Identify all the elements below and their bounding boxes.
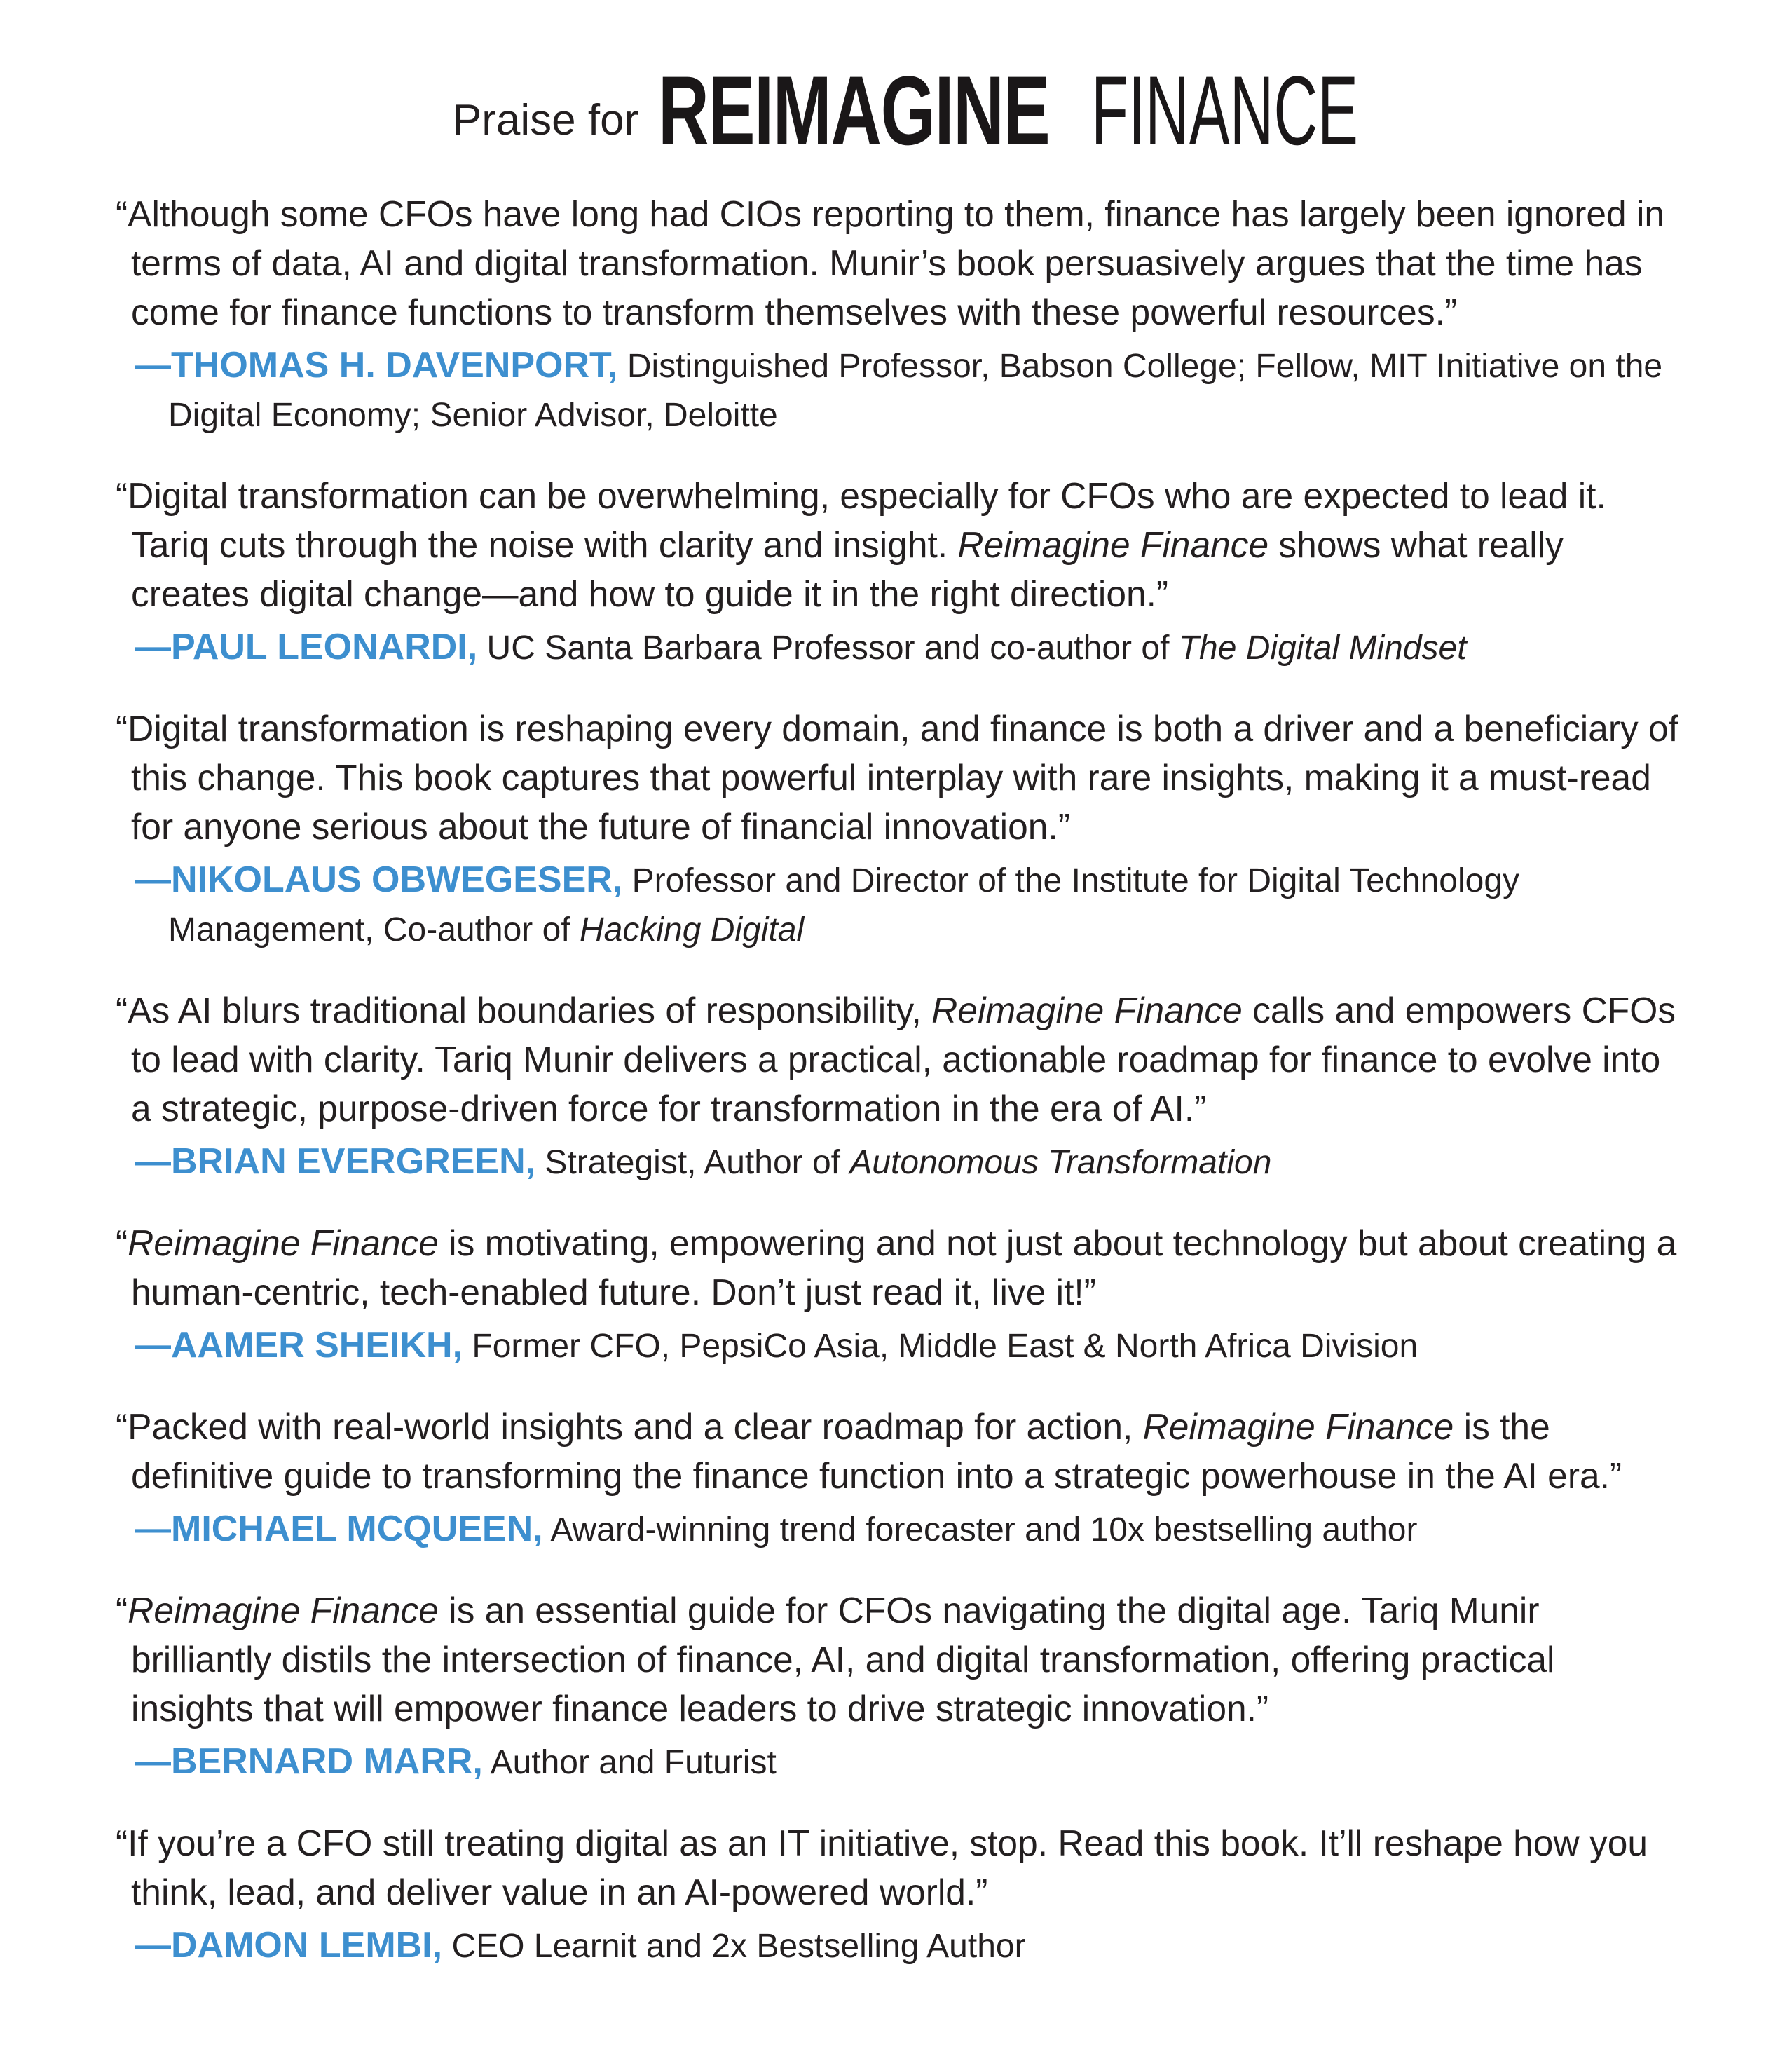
book-title-italic: Reimagine Finance <box>1142 1406 1454 1447</box>
attribution-dash: — <box>135 1925 171 1966</box>
quote-text <box>116 471 1685 618</box>
attribution <box>116 341 1685 440</box>
endorser-book-title: Hacking Digital <box>580 911 805 948</box>
attribution-dash: — <box>135 859 171 900</box>
endorser-name: THOMAS H. DAVENPORT, <box>171 345 618 386</box>
endorser-name: MICHAEL MCQUEEN, <box>171 1509 543 1549</box>
endorser-title: UC Santa Barbara Professor and co-author of <box>486 629 1179 667</box>
page-heading <box>0 55 1792 165</box>
attribution-dash: — <box>135 1509 171 1549</box>
attribution <box>116 1504 1685 1555</box>
endorser-title: Strategist, Author of <box>545 1144 850 1181</box>
endorsement <box>116 1586 1685 1788</box>
endorser-title: Distinguished Professor, Babson College; Fellow, MIT Initiative on the Digital Economy; Senior Advisor, Deloitte <box>168 348 1663 434</box>
endorsement <box>116 1402 1685 1555</box>
quote-text-part: “As AI blurs traditional boundaries of responsibility, <box>116 990 932 1030</box>
attribution <box>116 622 1685 673</box>
attribution <box>116 1921 1685 1971</box>
quote-text <box>116 1586 1685 1733</box>
attribution <box>116 1737 1685 1788</box>
praise-for-label: Praise for <box>452 96 639 144</box>
endorser-title: Award-winning trend forecaster and 10x bestselling author <box>550 1511 1418 1548</box>
endorser-book-title: The Digital Mindset <box>1178 629 1467 667</box>
endorsement <box>116 471 1685 673</box>
attribution-dash: — <box>135 1325 171 1366</box>
endorsement <box>116 704 1685 955</box>
attribution-dash: — <box>135 1141 171 1182</box>
book-title-italic: Reimagine Finance <box>128 1223 439 1263</box>
endorser-title: Professor and Director of the Institute for Digital Technology Management, Co-author of <box>168 862 1520 948</box>
attribution-dash: — <box>135 345 171 386</box>
endorser-title: Former CFO, PepsiCo Asia, Middle East & North Africa Division <box>472 1328 1418 1365</box>
book-title-italic: Reimagine Finance <box>957 524 1269 565</box>
quote-text-part: is motivating, empowering and not just about technology but about creating a human-centric, tech-enabled future. Don’t just read it, live it!” <box>131 1223 1677 1312</box>
endorser-book-title: Autonomous Transformation <box>849 1144 1272 1181</box>
endorser-name: DAMON LEMBI, <box>171 1925 443 1966</box>
book-title-italic: Reimagine Finance <box>128 1590 439 1630</box>
quote-text-part: is the definitive guide to transforming the finance function into a strategic powerhouse in the AI era.” <box>131 1406 1622 1496</box>
endorsement <box>116 1218 1685 1371</box>
endorser-title: Author and Futurist <box>490 1744 777 1781</box>
attribution <box>116 1137 1685 1187</box>
endorsement <box>116 986 1685 1187</box>
quote-text-part: shows what really creates digital change—and how to guide it in the right direction.” <box>131 524 1564 614</box>
quote-text: “Digital transformation is reshaping every domain, and finance is both a driver and a beneficiary of this change. This book captures that powerful interplay with rare insights, making it a must-read for anyone serious about the future of financial innovation.” <box>116 708 1678 847</box>
attribution-dash: — <box>135 1741 171 1782</box>
attribution <box>116 855 1685 955</box>
quote-text <box>116 986 1685 1133</box>
quote-text <box>116 1402 1685 1500</box>
quote-text: “Although some CFOs have long had CIOs reporting to them, finance has largely been ignored in terms of data, AI and digital transformation. Munir’s book persuasively argues that the time has come for finance functions to transform themselves with these powerful resources.” <box>116 193 1665 332</box>
quote-text-part: “Packed with real-world insights and a clear roadmap for action, <box>116 1406 1143 1447</box>
attribution <box>116 1321 1685 1371</box>
book-title-italic: Reimagine Finance <box>931 990 1243 1030</box>
endorser-title: CEO Learnit and 2x Bestselling Author <box>451 1928 1026 1965</box>
attribution-dash: — <box>135 627 171 667</box>
quote-text-part: is an essential guide for CFOs navigating the digital age. Tariq Munir brilliantly distils the intersection of finance, AI, and digital transformation, offering practical insights that will empower finance leaders to drive strategic innovation.” <box>131 1590 1555 1729</box>
quote-text-part: calls and empowers CFOs to lead with clarity. Tariq Munir delivers a practical, actionable roadmap for finance to evolve into a strategic, purpose-driven force for transformation in the era of AI.” <box>131 990 1676 1129</box>
endorser-name: PAUL LEONARDI, <box>171 627 478 667</box>
endorsement <box>116 189 1685 440</box>
title-finance: FINANCE <box>1090 55 1358 165</box>
endorser-name: BERNARD MARR, <box>171 1741 483 1782</box>
quote-text-part: “ <box>116 1223 128 1263</box>
quote-text-part: “ <box>116 1590 128 1630</box>
quote-text <box>116 1218 1685 1316</box>
title-reimagine: REIMAGINE <box>658 55 1050 165</box>
quote-text-part: “Digital transformation can be overwhelming, especially for CFOs who are expected to lead it. Tariq cuts through the noise with clarity and insight. <box>116 475 1606 565</box>
endorser-name: AAMER SHEIKH, <box>171 1325 463 1366</box>
quote-text: “If you’re a CFO still treating digital as an IT initiative, stop. Read this book. It’ll reshape how you think, lead, and deliver value in an AI-powered world.” <box>116 1823 1648 1912</box>
endorser-name: NIKOLAUS OBWEGESER, <box>171 859 623 900</box>
endorsements-list <box>116 189 1685 2002</box>
endorser-name: BRIAN EVERGREEN, <box>171 1141 536 1182</box>
endorsement <box>116 1818 1685 1971</box>
